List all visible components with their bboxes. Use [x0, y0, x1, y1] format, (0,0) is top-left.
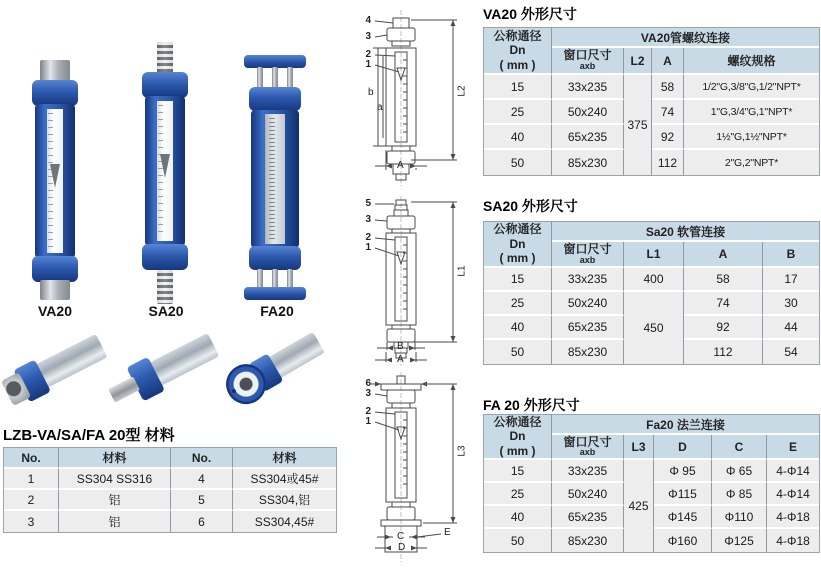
cell-dn: 15	[484, 460, 552, 483]
dim-b-width: B	[397, 341, 404, 352]
meter-body	[35, 104, 75, 258]
dim-e: E	[444, 527, 451, 538]
cell-thread: 2"G,2"NPT*	[684, 150, 819, 175]
cell: SS304或45#	[233, 469, 336, 490]
connection-type-header: VA20管螺纹连接	[552, 28, 819, 48]
callout-2: 2	[365, 49, 371, 60]
float-cone	[160, 154, 170, 178]
cell-window: 50x240	[552, 100, 624, 125]
materials-table	[3, 447, 337, 533]
col-d: D	[654, 435, 712, 460]
cell-dn: 25	[484, 292, 552, 316]
cell-window: 65x235	[552, 506, 624, 529]
dim-l2: L2	[456, 85, 468, 97]
col-e: E	[767, 435, 819, 460]
callout-3: 3	[365, 214, 371, 225]
connection-type-header: Sa20 软管连接	[552, 222, 819, 242]
meter-body	[145, 96, 185, 246]
col-l1: L1	[624, 242, 684, 268]
cell-a: 74	[684, 292, 763, 316]
cell-dn: 15	[484, 268, 552, 292]
cell: SS304 SS316	[59, 469, 171, 490]
dim-a-width: A	[397, 160, 404, 171]
va20-table-title: VA20 外形尺寸	[483, 6, 577, 22]
dim-d: D	[398, 542, 406, 553]
cell-a: 112	[652, 150, 684, 175]
cell-e: 4-Φ18	[767, 506, 819, 529]
col-material: 材料	[59, 448, 171, 469]
table-row	[4, 511, 336, 532]
callout-3: 3	[365, 31, 371, 42]
table-row	[484, 125, 819, 150]
meter-body	[251, 110, 299, 248]
cell-e: 4-Φ18	[767, 529, 819, 552]
callout-1: 1	[365, 59, 371, 70]
cell-thread: 1"G,3/4"G,1"NPT*	[684, 100, 819, 125]
meter-cap-bottom	[32, 256, 78, 282]
sa20-table-title: SA20 外形尺寸	[483, 198, 578, 214]
hose-stub	[108, 377, 140, 403]
col-material: 材料	[233, 448, 336, 469]
fa20-table-title: FA 20 外形尺寸	[483, 397, 580, 413]
cell-dn: 40	[484, 506, 552, 529]
stud	[272, 269, 278, 289]
cell-a: 58	[652, 75, 684, 100]
photo-label-va20: VA20	[38, 303, 72, 319]
callout-4: 4	[365, 15, 371, 26]
cell-dn: 50	[484, 150, 552, 175]
cell-b: 44	[763, 316, 819, 340]
col-no: No.	[4, 448, 59, 469]
stud	[257, 67, 263, 89]
cell-a: 92	[652, 125, 684, 150]
cell-dn: 40	[484, 125, 552, 150]
cell-c: Φ110	[712, 506, 767, 529]
cell-window: 33x235	[552, 460, 624, 483]
callout-5: 5	[365, 198, 371, 209]
stud	[287, 269, 293, 289]
callout-3: 3	[365, 388, 371, 399]
cell-dn: 15	[484, 75, 552, 100]
cell: 4	[171, 469, 233, 490]
photo-end-hose	[116, 330, 220, 408]
cell-window: 65x235	[552, 316, 624, 340]
meter-cap-bottom	[249, 246, 301, 270]
cell-b: 17	[763, 268, 819, 292]
table-row	[484, 75, 819, 100]
col-a: A	[684, 242, 763, 268]
cell-window: 33x235	[552, 268, 624, 292]
dim-l3: L3	[456, 445, 468, 457]
cell-l2-merged: 375	[624, 75, 652, 175]
table-row	[484, 268, 819, 292]
cell-l1: 400	[624, 268, 684, 292]
photo-label-fa20: FA20	[260, 303, 294, 319]
cell-e: 4-Φ14	[767, 483, 819, 506]
callout-6: 6	[365, 378, 371, 389]
col-no: No.	[171, 448, 233, 469]
cell-dn: 25	[484, 483, 552, 506]
col-thread-spec: 螺纹规格	[684, 48, 819, 75]
table-row	[4, 490, 336, 511]
materials-title: LZB-VA/SA/FA 20型 材料	[3, 427, 175, 444]
fa20-table	[483, 414, 820, 553]
cell-dn: 50	[484, 340, 552, 364]
drawing-fa20	[345, 372, 480, 566]
photo-va20	[32, 60, 78, 302]
cell-c: Φ 65	[712, 460, 767, 483]
hose-barb-bottom	[157, 270, 173, 304]
drawing-va20	[345, 8, 480, 192]
table-header-row	[484, 28, 819, 48]
cell: 2	[4, 490, 59, 511]
float-cone	[50, 164, 60, 188]
dim-b: b	[368, 87, 374, 98]
dim-c: C	[397, 531, 405, 542]
table-row	[484, 100, 819, 125]
cell: 1	[4, 469, 59, 490]
cell-c: Φ125	[712, 529, 767, 552]
va20-table	[483, 27, 820, 176]
photo-end-threaded	[6, 330, 110, 408]
flange-bottom	[244, 287, 306, 300]
drawing-sa20	[345, 196, 480, 368]
col-l2: L2	[624, 48, 652, 75]
callout-1: 1	[365, 416, 371, 427]
cell-window: 50x240	[552, 483, 624, 506]
cell-e: 4-Φ14	[767, 460, 819, 483]
cell-a: 74	[652, 100, 684, 125]
col-c: C	[712, 435, 767, 460]
dim-a: a	[377, 102, 383, 113]
pipe-fitting-bottom	[40, 280, 70, 300]
meter-cap-top	[142, 72, 188, 98]
col-l3: L3	[624, 435, 654, 460]
table-row	[484, 292, 819, 316]
cell-d: Φ115	[654, 483, 712, 506]
cell-window: 65x235	[552, 125, 624, 150]
col-dn: 公称通径 Dn ( mm )	[484, 415, 552, 460]
cell-a: 112	[684, 340, 763, 364]
cell-d: Φ 95	[654, 460, 712, 483]
col-b: B	[763, 242, 819, 268]
meter-cap-bottom	[142, 244, 188, 270]
stud	[287, 67, 293, 89]
cell-window: 85x230	[552, 150, 624, 175]
photo-end-flanged	[224, 328, 328, 406]
cell: 铝	[59, 511, 171, 532]
table-row	[4, 469, 336, 490]
cell: SS304,铝	[233, 490, 336, 511]
cell-a: 92	[684, 316, 763, 340]
cell-thread: 1½"G,1½"NPT*	[684, 125, 819, 150]
cell-window: 85x230	[552, 529, 624, 552]
fa20-schematic	[345, 372, 480, 566]
col-dn: 公称通径 Dn ( mm )	[484, 222, 552, 268]
callout-2: 2	[365, 232, 371, 243]
cell-a: 58	[684, 268, 763, 292]
cell-l3-merged: 425	[624, 460, 654, 552]
meter-cap-top	[32, 80, 78, 106]
hose-barb-top	[157, 42, 173, 74]
cell-l1-merged: 450	[624, 292, 684, 364]
stud	[257, 269, 263, 289]
table-row	[484, 460, 819, 483]
dim-a-width: A	[397, 354, 404, 365]
callout-2: 2	[365, 406, 371, 417]
col-window-size: 窗口尺寸 axb	[552, 242, 624, 268]
photo-sa20	[142, 42, 188, 304]
cell: 6	[171, 511, 233, 532]
cell-dn: 50	[484, 529, 552, 552]
dim-l1: L1	[456, 265, 468, 277]
cell-b: 54	[763, 340, 819, 364]
stud	[272, 67, 278, 89]
sa20-table	[483, 221, 820, 365]
table-header-row	[4, 448, 336, 469]
col-window-size: 窗口尺寸 axb	[552, 48, 624, 75]
cell-window: 85x230	[552, 340, 624, 364]
cell: 5	[171, 490, 233, 511]
glass-tube	[265, 114, 285, 244]
col-a: A	[652, 48, 684, 75]
meter-cap-top	[249, 87, 301, 111]
cell: 铝	[59, 490, 171, 511]
cell-window: 50x240	[552, 292, 624, 316]
cell-dn: 40	[484, 316, 552, 340]
photo-label-sa20: SA20	[148, 303, 184, 319]
table-header-row	[484, 222, 819, 242]
callout-1: 1	[365, 242, 371, 253]
pipe-fitting-top	[40, 60, 70, 82]
photo-fa20	[243, 55, 307, 300]
table-header-row	[484, 415, 819, 435]
connection-type-header: Fa20 法兰连接	[552, 415, 819, 435]
cell-dn: 25	[484, 100, 552, 125]
table-row	[484, 150, 819, 175]
col-window-size: 窗口尺寸 axb	[552, 435, 624, 460]
cell: 3	[4, 511, 59, 532]
cell: SS304,45#	[233, 511, 336, 532]
cell-c: Φ 85	[712, 483, 767, 506]
col-dn: 公称通径 Dn ( mm )	[484, 28, 552, 75]
cell-window: 33x235	[552, 75, 624, 100]
cell-b: 30	[763, 292, 819, 316]
cell-d: Φ160	[654, 529, 712, 552]
cell-d: Φ145	[654, 506, 712, 529]
cell-thread: 1/2"G,3/8"G,1/2"NPT*	[684, 75, 819, 100]
